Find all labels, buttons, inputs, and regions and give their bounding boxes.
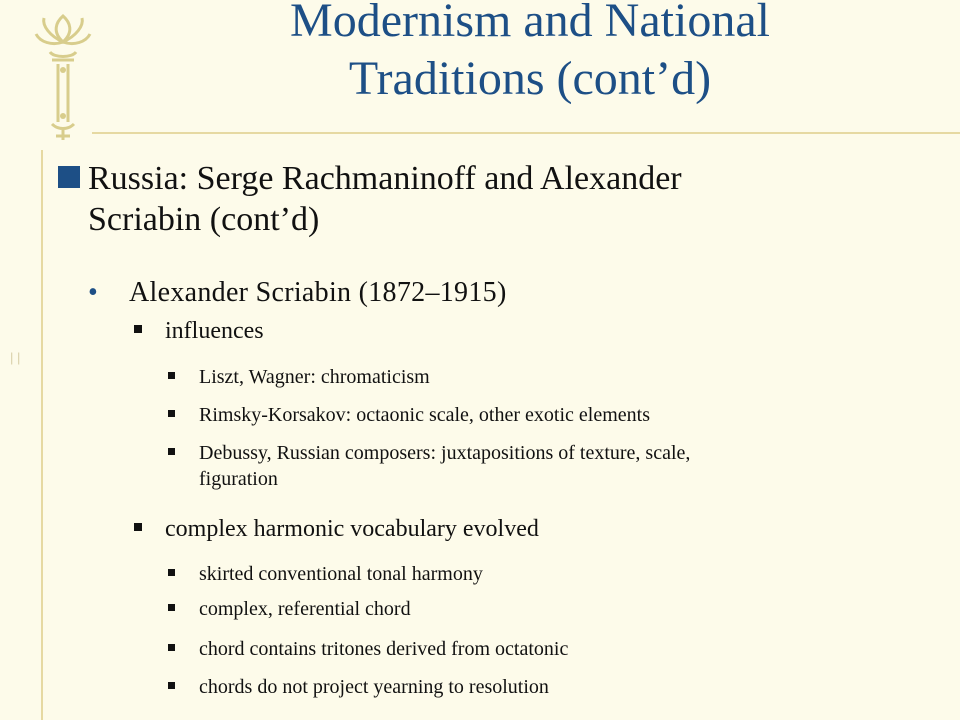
list-item	[168, 561, 908, 587]
sub-bullet	[88, 276, 928, 310]
sub-bullet-text: Alexander Scriabin (1872–1915)	[129, 277, 507, 308]
list-item	[168, 364, 908, 390]
dot-bullet-icon: •	[88, 277, 98, 308]
list-item	[168, 636, 908, 662]
list-item	[168, 596, 908, 622]
square-bullet-icon	[168, 682, 175, 689]
list-item-text-cont: figuration	[199, 468, 278, 490]
square-bullet-icon	[168, 448, 175, 455]
influences-bullet	[134, 316, 934, 346]
harmony-bullet	[134, 514, 934, 544]
square-bullet-icon	[168, 410, 175, 417]
square-bullet-icon	[168, 372, 175, 379]
square-bullet-icon	[168, 644, 175, 651]
side-mark: | |	[10, 350, 21, 365]
list-item-text: skirted conventional tonal harmony	[199, 563, 483, 585]
square-bullet-icon	[168, 604, 175, 611]
left-rule	[41, 150, 43, 720]
ornament-icon	[32, 12, 94, 142]
list-item	[168, 674, 908, 700]
list-item-text: Debussy, Russian composers: juxtapositions of texture, scale,	[199, 442, 691, 464]
heading-text-line-2: Scriabin (cont’d)	[88, 201, 320, 238]
title-line-2: Traditions (cont’d)	[348, 52, 712, 105]
list-item-text: Liszt, Wagner: chromaticism	[199, 366, 430, 388]
heading-text-line-1: Russia: Serge Rachmaninoff and Alexander	[88, 160, 682, 197]
list-item-text: chords do not project yearning to resolution	[199, 676, 549, 698]
list-item-text: Rimsky-Korsakov: octaonic scale, other exotic elements	[199, 404, 650, 426]
title-line-1: Modernism and National	[290, 0, 770, 47]
title-rule	[92, 132, 960, 134]
square-bullet-icon	[134, 523, 142, 531]
harmony-label: complex harmonic vocabulary evolved	[165, 516, 539, 542]
list-item	[168, 440, 908, 492]
slide-title	[170, 0, 890, 108]
square-bullet-icon	[58, 166, 80, 188]
square-bullet-icon	[168, 569, 175, 576]
heading-bullet	[58, 158, 938, 240]
influences-label: influences	[165, 318, 264, 344]
list-item-text: chord contains tritones derived from octatonic	[199, 638, 569, 660]
square-bullet-icon	[134, 325, 142, 333]
list-item	[168, 402, 908, 428]
list-item-text: complex, referential chord	[199, 598, 411, 620]
